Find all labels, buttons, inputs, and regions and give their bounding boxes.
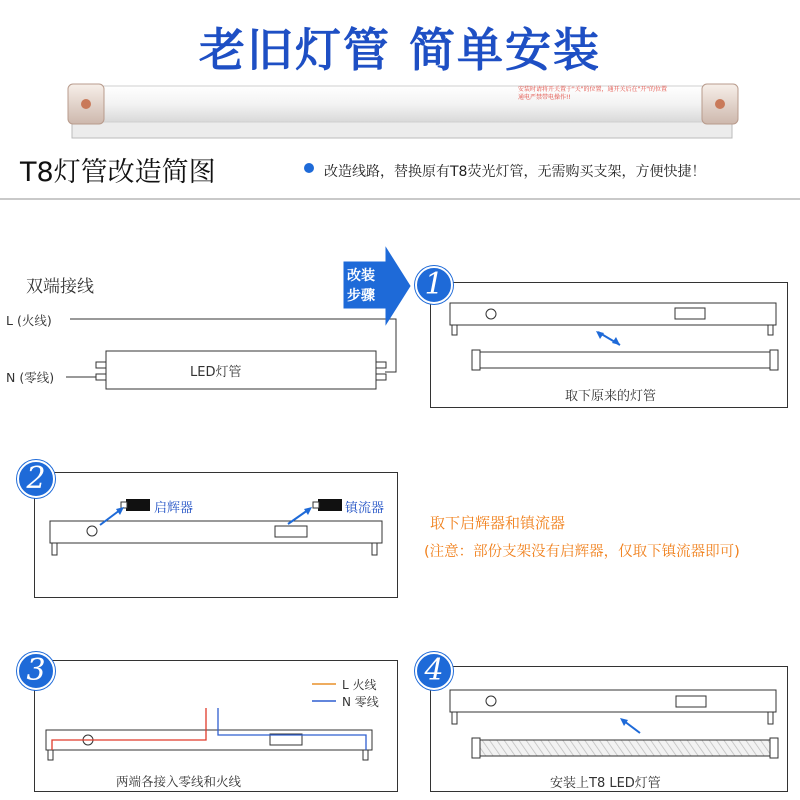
neutral-wire-label: N (零线) xyxy=(6,370,55,385)
step-2-note: 取下启辉器和镇流器 xyxy=(430,514,566,532)
tube-warning-print: 安装时请将开关置于"关"的位置，通开关后在"开"的位置通电严禁带电操作!! xyxy=(518,86,668,101)
ballast-label: 镇流器 xyxy=(345,501,385,516)
step-2-badge: 2 xyxy=(17,460,55,498)
step-2-hint: (注意：部份支架没有启辉器，仅取下镇流器即可) xyxy=(424,544,740,560)
steps-arrow-label-1: 改装 xyxy=(347,268,375,284)
neutral-legend-label: N 零线 xyxy=(342,695,379,709)
step-3-badge: 3 xyxy=(17,652,55,690)
diagram-title: T8灯管改造简图 xyxy=(20,157,216,188)
led-tube-label: LED灯管 xyxy=(190,365,242,380)
step-4-badge: 4 xyxy=(415,652,453,690)
wiring-title: 双端接线 xyxy=(26,277,94,297)
page-headline: 老旧灯管 简单安装 xyxy=(198,23,601,77)
live-legend-label: L 火线 xyxy=(342,678,377,692)
step-3-caption: 两端各接入零线和火线 xyxy=(116,774,242,789)
steps-arrow-label-2: 步骤 xyxy=(347,288,375,304)
live-wire-label: L (火线) xyxy=(6,313,52,328)
step-4-caption: 安装上T8 LED灯管 xyxy=(550,776,661,791)
intro-note: 改造线路，替换原有T8荧光灯管，无需购买支架，方便快捷！ xyxy=(324,164,706,180)
step-1-badge: 1 xyxy=(415,266,453,304)
starter-label: 启辉器 xyxy=(154,501,194,516)
step-1-caption: 取下原来的灯管 xyxy=(565,389,657,404)
